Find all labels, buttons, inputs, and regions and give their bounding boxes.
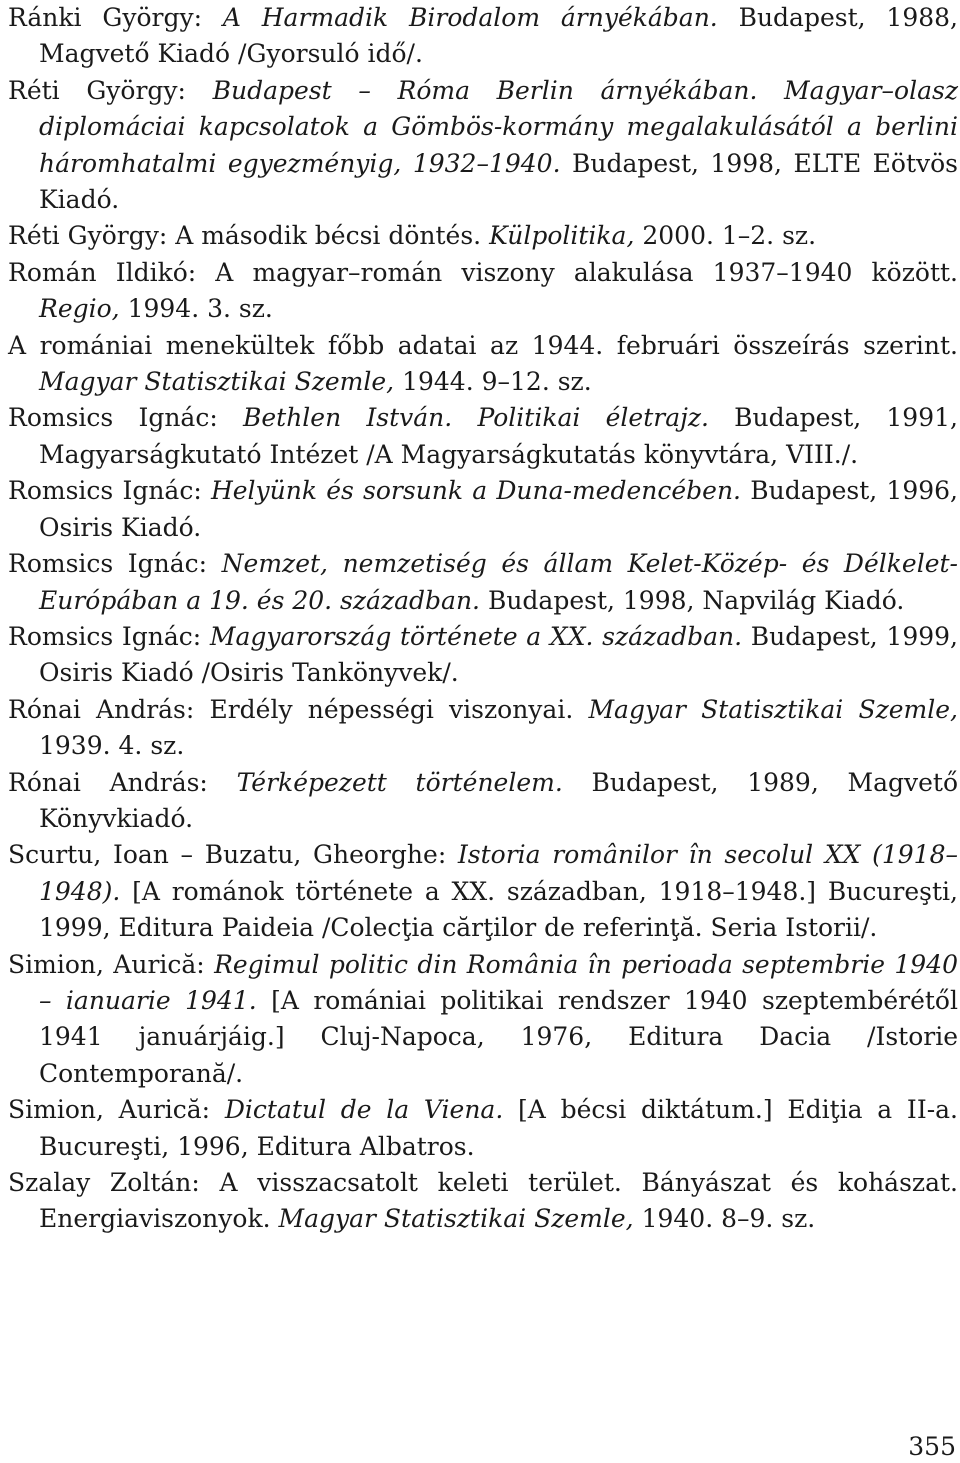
entry-text: 2000. 1–2. sz. <box>634 221 817 251</box>
bibliography-entry <box>8 328 958 401</box>
entry-text: A romániai menekültek főbb adatai az 1944. februári összeírás szerint. <box>8 330 958 360</box>
entry-title-italic: Magyarország története a XX. században. <box>209 621 743 651</box>
entry-text: 1994. 3. sz. <box>119 294 273 324</box>
entry-text: [A románok története a XX. században, 1918–1948.] Bucureşti, 1999, Editura Paideia /Colecţia cărţilor de referinţă. Seria Istorii/. <box>39 876 958 943</box>
entry-text: 1944. 9–12. sz. <box>394 367 592 397</box>
entry-title-italic: Bethlen István. Politikai életrajz. <box>242 403 709 433</box>
entry-text: Scurtu, Ioan – Buzatu, Gheorghe: <box>8 840 458 870</box>
bibliography-entry <box>8 692 958 765</box>
entry-text: Romsics Ignác: <box>8 403 243 433</box>
entry-text: Budapest, 1998, Napvilág Kiadó. <box>480 585 905 615</box>
entry-text: Simion, Aurică: <box>8 949 215 979</box>
entry-title-italic: Dictatul de la Viena. <box>224 1095 504 1125</box>
entry-text: Budapest, 1996, Osiris Kiadó. <box>39 476 958 542</box>
entry-text: 1940. 8–9. sz. <box>633 1204 816 1234</box>
entry-title-italic: Istoria românilor în secolul XX (1918–1948). <box>39 840 958 906</box>
entry-text: Romsics Ignác: <box>8 549 222 579</box>
bibliography-entry <box>8 1165 958 1238</box>
entry-text: Szalay Zoltán: A visszacsatolt keleti terület. Bányászat és kohászat. Energiaviszonyok. <box>8 1168 958 1234</box>
entry-text: Ránki György: <box>8 3 223 32</box>
entry-title-italic: Nemzet, nemzetiség és állam Kelet-Közép- és Délkelet-Európában a 19. és 20. században. <box>39 549 958 615</box>
entry-text: Budapest, 1988, Magvető Kiadó /Gyorsuló idő/. <box>39 3 958 69</box>
entry-text: [A romániai politikai rendszer 1940 szeptembérétől 1941 januárjáig.] Cluj-Napoca, 1976, Editura Dacia /Istorie Contemporană/. <box>39 985 958 1088</box>
entry-text: [A bécsi diktátum.] Ediţia a II-a. Bucureşti, 1996, Editura Albatros. <box>39 1095 958 1161</box>
entry-text: Romsics Ignác: <box>8 621 210 651</box>
entry-text: 1939. 4. sz. <box>39 731 185 761</box>
bibliography-entry <box>8 73 958 219</box>
entry-text: Simion, Aurică: <box>8 1095 225 1125</box>
entry-text: Budapest, 1999, Osiris Kiadó /Osiris Tankönyvek/. <box>39 621 958 688</box>
entry-text: Rónai András: <box>8 767 237 797</box>
entry-text: Román Ildikó: A magyar–román viszony alakulása 1937–1940 között. <box>8 257 958 287</box>
entry-title-italic: Térképezett történelem. <box>236 767 563 797</box>
entry-text: Réti György: <box>8 75 213 105</box>
entry-text: Romsics Ignác: <box>8 476 211 506</box>
entry-title-italic: Helyünk és sorsunk a Duna-medencében. <box>210 476 742 506</box>
entry-title-italic: Regimul politic din România în perioada septembrie 1940 – ianuarie 1941. <box>39 949 958 1015</box>
bibliography-entry <box>8 947 958 1093</box>
bibliography-entry <box>8 255 958 328</box>
entry-title-italic: Magyar Statisztikai Szemle, <box>588 694 958 724</box>
bibliography-entry <box>8 0 958 73</box>
entry-title-italic: Regio, <box>39 294 120 324</box>
page-number: 355 <box>908 1432 956 1461</box>
bibliography-entry <box>8 619 958 692</box>
entry-text: Rónai András: Erdély népességi viszonyai. <box>8 694 589 724</box>
entry-text: Budapest, 1998, ELTE Eötvös Kiadó. <box>39 148 958 215</box>
bibliography-entry <box>8 400 958 473</box>
entry-title-italic: Külpolitika, <box>489 221 635 251</box>
bibliography-list <box>8 0 958 1238</box>
entry-text: Budapest, 1989, Magvető Könyvkiadó. <box>39 767 958 833</box>
bibliography-entry <box>8 218 958 254</box>
entry-title-italic: Budapest – Róma Berlin árnyékában. Magyar–olasz diplomáciai kapcsolatok a Gömbös-kormány megalakulásától a berlini háromhatalmi egyezményig, 1932–1940. <box>39 75 958 178</box>
bibliography-entry <box>8 473 958 546</box>
bibliography-entry <box>8 837 958 946</box>
entry-title-italic: Magyar Statisztikai Szemle, <box>39 367 395 397</box>
bibliography-entry <box>8 546 958 619</box>
entry-title-italic: A Harmadik Birodalom árnyékában. <box>222 3 718 32</box>
bibliography-entry <box>8 765 958 838</box>
bibliography-entry <box>8 1092 958 1165</box>
entry-text: Réti György: A második bécsi döntés. <box>8 221 490 251</box>
entry-title-italic: Magyar Statisztikai Szemle, <box>278 1204 634 1234</box>
entry-text: Budapest, 1991, Magyarságkutató Intézet /A Magyarságkutatás könyvtára, VIII./. <box>39 403 958 469</box>
